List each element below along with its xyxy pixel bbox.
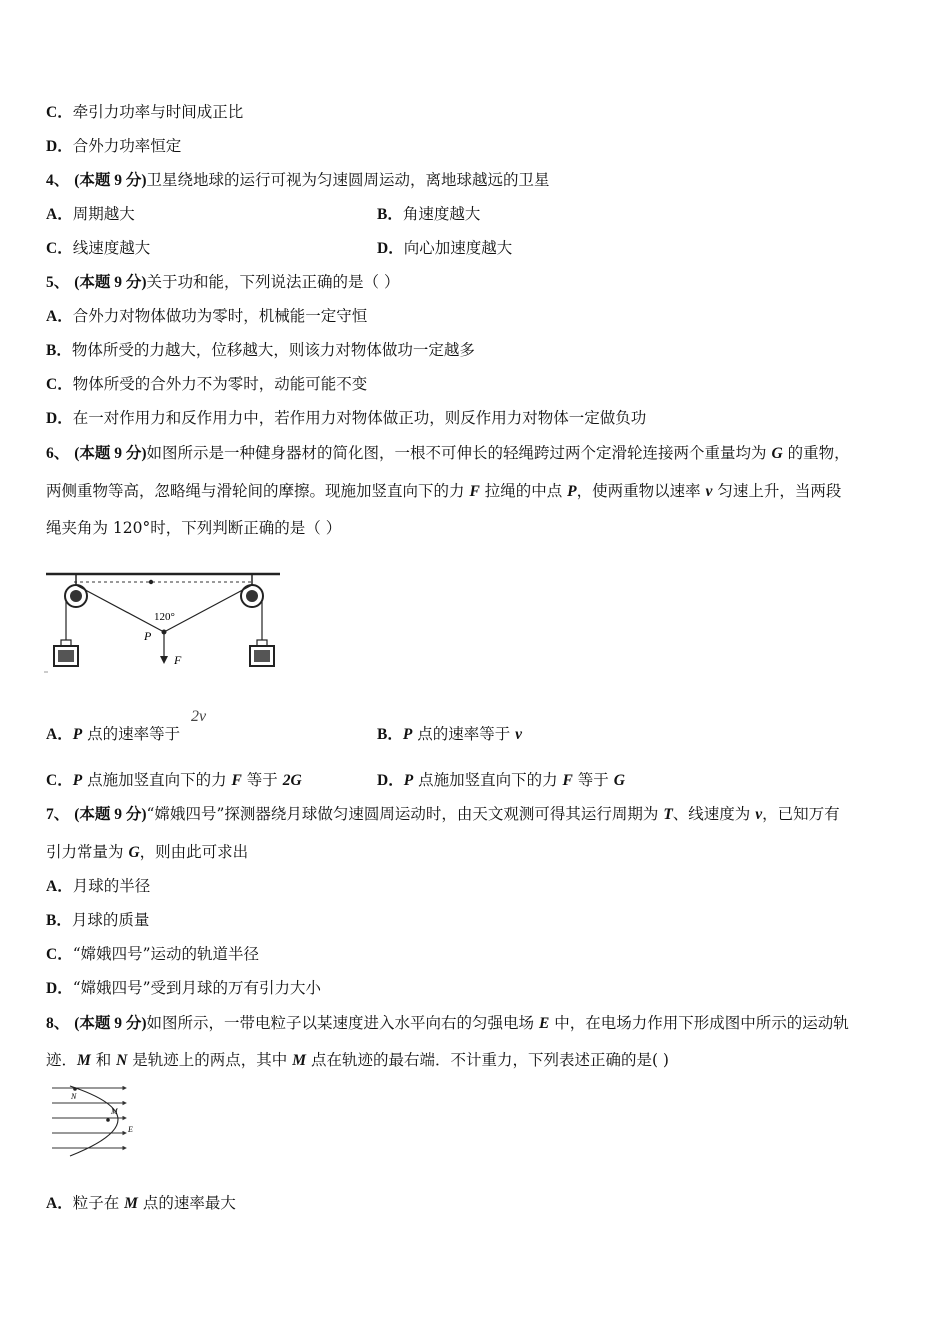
pulley-diagram <box>44 560 284 678</box>
point-m-dot <box>106 1118 110 1122</box>
q4-option-c: C．线速度越大 <box>46 239 151 257</box>
left-rope <box>76 585 164 632</box>
q5-option-b: B．物体所受的力越大，位移越大，则该力对物体做功一定越多 <box>46 341 475 359</box>
point-n-dot <box>73 1087 77 1091</box>
q4-stem: 4、 (本题 9 分)卫星绕地球的运行可视为匀速圆周运动，离地球越远的卫星 <box>46 171 550 189</box>
point-m-label: M <box>111 1107 118 1116</box>
left-pulley-hub <box>70 590 82 602</box>
q6-option-d: D．P 点施加竖直向下的力 F 等于 G <box>377 771 625 789</box>
q6-option-b: B．P 点的速率等于 v <box>377 725 523 743</box>
field-e-label: E <box>128 1125 133 1134</box>
q5-option-d: D．在一对作用力和反作用力中，若作用力对物体做正功，则反作用力对物体一定做负功 <box>46 409 647 427</box>
q7-stem-line-1: 7、 (本题 9 分)“嫦娥四号”探测器绕月球做匀速圆周运动时，由天文观测可得其运行周期为 T、线速度为 v，已知万有 <box>46 805 840 823</box>
q5-option-a: A．合外力对物体做功为零时，机械能一定守恒 <box>46 307 368 325</box>
angle-label: 120° <box>154 611 175 623</box>
q6-stem-line-1: 6、 (本题 9 分)如图所示是一种健身器材的简化图，一根不可伸长的轻绳跨过两个定滑轮连接两个重量均为 G 的重物， <box>46 444 850 462</box>
q3-option-d: D．合外力功率恒定 <box>46 137 182 155</box>
q6-stem-line-2: 两侧重物等高，忽略绳与滑轮间的摩擦。现施加竖直向下的力 F 拉绳的中点 P，使两重物以速率 v 匀速上升，当两段 <box>46 482 842 500</box>
q7-option-b: B．月球的质量 <box>46 911 150 929</box>
electric-field-diagram <box>48 1082 144 1160</box>
point-n-label: N <box>71 1092 77 1101</box>
q4-option-a: A．周期越大 <box>46 205 135 223</box>
q7-option-a: A．月球的半径 <box>46 877 151 895</box>
q8-stem-line-1: 8、 (本题 9 分)如图所示，一带电粒子以某速度进入水平向右的匀强电场 E 中，在电场力作用下形成图中所示的运动轨 <box>46 1014 849 1032</box>
midpoint-dot <box>149 580 153 584</box>
q8-option-a: A．粒子在 M 点的速率最大 <box>46 1194 236 1212</box>
right-pulley-hub <box>246 590 258 602</box>
q7-option-d: D．“嫦娥四号”受到月球的万有引力大小 <box>46 979 322 997</box>
point-p-label: P <box>144 629 152 643</box>
right-rope <box>164 585 252 632</box>
q5-stem: 5、 (本题 9 分)关于功和能，下列说法正确的是（ ） <box>46 273 400 291</box>
q8-stem-line-2: 迹．M 和 N 是轨迹上的两点，其中 M 点在轨迹的最右端．不计重力，下列表述正确的是( ) <box>46 1051 669 1069</box>
point-p-dot <box>162 630 167 635</box>
formula-2v: 2v <box>191 708 207 725</box>
force-arrow-head <box>160 656 168 664</box>
q4-option-d: D．向心加速度越大 <box>377 239 513 257</box>
force-label: F <box>174 653 182 667</box>
q7-option-c: C．“嫦娥四号”运动的轨道半径 <box>46 945 260 963</box>
q6-option-c: C．P 点施加竖直向下的力 F 等于 2G <box>46 771 302 789</box>
trajectory-curve <box>70 1086 118 1156</box>
q5-option-c: C．物体所受的合外力不为零时，动能可能不变 <box>46 375 368 393</box>
q6-stem-line-3: 绳夹角为 120°时，下列判断正确的是（ ） <box>46 519 342 537</box>
q6-option-a: A．P 点的速率等于 <box>46 725 181 743</box>
q7-stem-line-2: 引力常量为 G，则由此可求出 <box>46 843 249 861</box>
q3-option-c: C．牵引力功率与时间成正比 <box>46 103 244 121</box>
q4-option-b: B．角速度越大 <box>377 205 481 223</box>
field-lines <box>52 1088 126 1148</box>
